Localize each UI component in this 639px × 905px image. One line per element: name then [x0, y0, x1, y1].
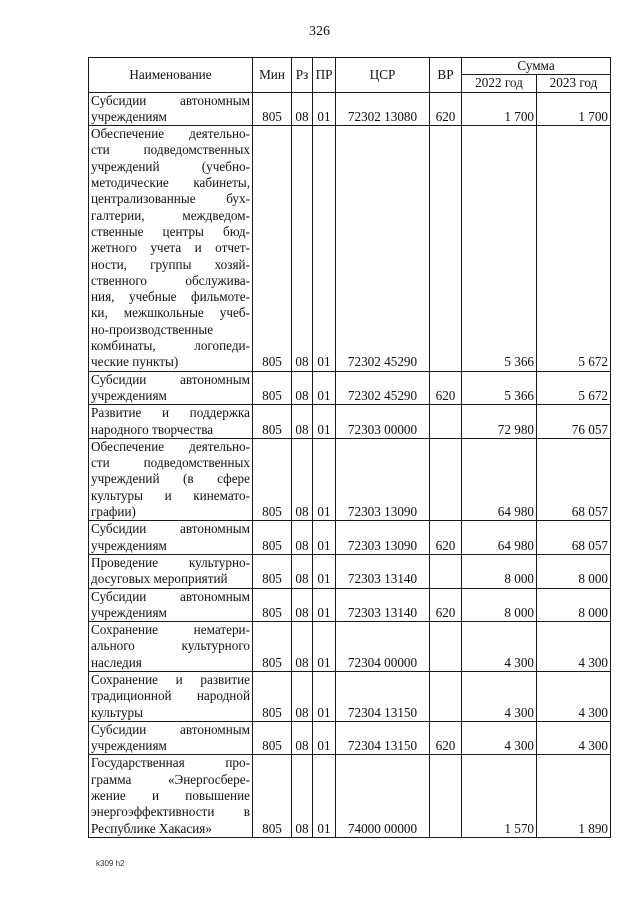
- row-sum-2022: 4 300: [462, 622, 537, 672]
- row-min: 805: [253, 371, 292, 405]
- row-csr: 72302 45290: [336, 126, 430, 371]
- row-sum-2022: 64 980: [462, 438, 537, 520]
- row-min: 805: [253, 521, 292, 555]
- row-name-line: энергоэффективности в: [91, 804, 250, 820]
- row-min: 805: [253, 554, 292, 588]
- row-csr: 72303 00000: [336, 405, 430, 439]
- row-name: [89, 126, 253, 371]
- row-name-line: Республике Хакасия»: [91, 820, 212, 836]
- row-name-line: ального культурного: [91, 638, 250, 654]
- row-name-line: сти подведомственных: [91, 142, 250, 158]
- row-csr: 72304 00000: [336, 622, 430, 672]
- row-name-line: учреждениям: [91, 387, 167, 403]
- row-vr: [430, 622, 462, 672]
- row-name: [89, 371, 253, 405]
- row-name-line: ственные центры бюд-: [91, 223, 250, 239]
- header-min: Мин: [253, 58, 292, 93]
- row-min: 805: [253, 755, 292, 837]
- row-pr: 01: [313, 126, 336, 371]
- row-csr: 72303 13140: [336, 588, 430, 622]
- row-pr: 01: [313, 671, 336, 721]
- row-name-line: учреждениям: [91, 604, 167, 620]
- row-sum-2023: 5 672: [537, 371, 611, 405]
- row-csr: 74000 00000: [336, 755, 430, 837]
- row-name-line: учреждениям: [91, 108, 167, 124]
- row-vr: [430, 671, 462, 721]
- row-name-line: ственного обслужива-: [91, 272, 250, 288]
- table-row: [89, 671, 611, 721]
- table-row: [89, 521, 611, 555]
- row-name-line: Субсидии автономным: [91, 92, 250, 108]
- row-name: [89, 671, 253, 721]
- row-pr: 01: [313, 92, 336, 126]
- row-name-line: централизованные бух-: [91, 191, 250, 207]
- row-name-line: комбинаты, логопеди-: [91, 338, 250, 354]
- row-rz: 08: [292, 671, 313, 721]
- table-row: [89, 126, 611, 371]
- row-sum-2023: 8 000: [537, 588, 611, 622]
- header-rz: Рз: [292, 58, 313, 93]
- header-year-2023: 2023 год: [537, 75, 611, 92]
- row-name: [89, 438, 253, 520]
- row-name-line: сти подведомственных: [91, 455, 250, 471]
- row-name-line: Обеспечение деятельно-: [91, 126, 250, 142]
- row-vr: [430, 755, 462, 837]
- row-name-line: наследия: [91, 654, 142, 670]
- row-csr: 72304 13150: [336, 721, 430, 755]
- row-min: 805: [253, 405, 292, 439]
- budget-table: [88, 57, 611, 838]
- row-name-line: Проведение культурно-: [91, 554, 250, 570]
- row-name-line: Сохранение и развитие: [91, 671, 250, 687]
- row-name-line: галтерии, междведом-: [91, 207, 250, 223]
- row-rz: 08: [292, 721, 313, 755]
- row-name-line: графии): [91, 504, 136, 520]
- row-rz: 08: [292, 405, 313, 439]
- row-name-line: Субсидии автономным: [91, 371, 250, 387]
- row-name-line: Государственная про-: [91, 755, 250, 771]
- page-number: 326: [309, 24, 330, 39]
- row-name-line: ки, межшкольные учеб-: [91, 305, 250, 321]
- header-pr: ПР: [313, 58, 336, 93]
- row-min: 805: [253, 92, 292, 126]
- row-sum-2022: 64 980: [462, 521, 537, 555]
- row-sum-2023: 4 300: [537, 721, 611, 755]
- row-pr: 01: [313, 371, 336, 405]
- header-csr: ЦСР: [336, 58, 430, 93]
- row-rz: 08: [292, 755, 313, 837]
- row-sum-2023: 68 057: [537, 521, 611, 555]
- row-name: [89, 622, 253, 672]
- row-csr: 72302 45290: [336, 371, 430, 405]
- row-min: 805: [253, 588, 292, 622]
- header-year-2022: 2022 год: [462, 75, 537, 92]
- row-rz: 08: [292, 126, 313, 371]
- row-rz: 08: [292, 588, 313, 622]
- row-sum-2023: 68 057: [537, 438, 611, 520]
- row-name-line: учреждениям: [91, 537, 167, 553]
- row-name: [89, 92, 253, 126]
- row-name-line: методические кабинеты,: [91, 175, 250, 191]
- table-row: [89, 92, 611, 126]
- row-name-line: культуры и кинемато-: [91, 487, 250, 503]
- row-vr: [430, 405, 462, 439]
- row-csr: 72303 13090: [336, 438, 430, 520]
- footer-code: k309 h2: [96, 859, 125, 868]
- row-name-line: жение и повышение: [91, 788, 250, 804]
- row-rz: 08: [292, 622, 313, 672]
- row-name: [89, 521, 253, 555]
- row-name: [89, 721, 253, 755]
- row-sum-2022: 1 700: [462, 92, 537, 126]
- row-sum-2022: 4 300: [462, 671, 537, 721]
- table-row: [89, 371, 611, 405]
- row-rz: 08: [292, 92, 313, 126]
- row-name-line: народного творчества: [91, 421, 214, 437]
- row-pr: 01: [313, 588, 336, 622]
- table-header: [89, 58, 611, 93]
- row-name: [89, 554, 253, 588]
- row-name-line: учреждениям: [91, 738, 167, 754]
- table-row: [89, 554, 611, 588]
- row-vr: 620: [430, 588, 462, 622]
- row-vr: [430, 554, 462, 588]
- row-sum-2023: 1 890: [537, 755, 611, 837]
- row-vr: [430, 438, 462, 520]
- row-sum-2023: 76 057: [537, 405, 611, 439]
- row-sum-2022: 5 366: [462, 371, 537, 405]
- row-vr: [430, 126, 462, 371]
- row-sum-2022: 1 570: [462, 755, 537, 837]
- table-row: [89, 622, 611, 672]
- row-rz: 08: [292, 438, 313, 520]
- table-body: [89, 92, 611, 837]
- row-rz: 08: [292, 371, 313, 405]
- table-row: [89, 405, 611, 439]
- row-name: [89, 405, 253, 439]
- row-name-line: традиционной народной: [91, 688, 250, 704]
- row-name-line: Обеспечение деятельно-: [91, 438, 250, 454]
- row-name-line: культуры: [91, 704, 143, 720]
- row-vr: 620: [430, 371, 462, 405]
- row-name: [89, 755, 253, 837]
- header-sum: Сумма: [462, 58, 611, 75]
- header-vr: ВР: [430, 58, 462, 93]
- table-row: [89, 755, 611, 837]
- row-csr: 72304 13150: [336, 671, 430, 721]
- row-sum-2023: 4 300: [537, 671, 611, 721]
- row-name-line: Субсидии автономным: [91, 721, 250, 737]
- row-name-line: учреждений (учебно-: [91, 158, 250, 174]
- row-sum-2023: 8 000: [537, 554, 611, 588]
- row-name-line: досуговых мероприятий: [91, 571, 228, 587]
- row-name-line: но-производственные: [91, 321, 214, 337]
- row-name-line: Развитие и поддержка: [91, 405, 250, 421]
- row-name-line: грамма «Энергосбере-: [91, 771, 250, 787]
- row-csr: 72303 13090: [336, 521, 430, 555]
- row-pr: 01: [313, 521, 336, 555]
- table-row: [89, 588, 611, 622]
- row-name: [89, 588, 253, 622]
- row-min: 805: [253, 721, 292, 755]
- row-min: 805: [253, 671, 292, 721]
- row-name-line: ния, учебные фильмоте-: [91, 289, 250, 305]
- row-pr: 01: [313, 755, 336, 837]
- row-name-line: жетного учета и отчет-: [91, 240, 250, 256]
- header-name: Наименование: [89, 58, 253, 93]
- table-row: [89, 721, 611, 755]
- row-name-line: ческие пункты): [91, 354, 179, 370]
- row-pr: 01: [313, 554, 336, 588]
- row-sum-2022: 4 300: [462, 721, 537, 755]
- row-csr: 72302 13080: [336, 92, 430, 126]
- table-row: [89, 438, 611, 520]
- row-sum-2022: 5 366: [462, 126, 537, 371]
- row-min: 805: [253, 622, 292, 672]
- row-pr: 01: [313, 405, 336, 439]
- row-sum-2023: 4 300: [537, 622, 611, 672]
- row-sum-2023: 1 700: [537, 92, 611, 126]
- row-min: 805: [253, 438, 292, 520]
- row-name-line: Сохранение нематери-: [91, 622, 250, 638]
- row-vr: 620: [430, 92, 462, 126]
- row-name-line: ности, группы хозяй-: [91, 256, 250, 272]
- row-rz: 08: [292, 521, 313, 555]
- row-vr: 620: [430, 521, 462, 555]
- row-sum-2022: 8 000: [462, 588, 537, 622]
- row-min: 805: [253, 126, 292, 371]
- row-name-line: Субсидии автономным: [91, 588, 250, 604]
- row-pr: 01: [313, 622, 336, 672]
- row-vr: 620: [430, 721, 462, 755]
- row-sum-2022: 72 980: [462, 405, 537, 439]
- row-name-line: Субсидии автономным: [91, 521, 250, 537]
- row-name-line: учреждений (в сфере: [91, 471, 250, 487]
- row-pr: 01: [313, 438, 336, 520]
- row-sum-2022: 8 000: [462, 554, 537, 588]
- row-sum-2023: 5 672: [537, 126, 611, 371]
- row-rz: 08: [292, 554, 313, 588]
- row-csr: 72303 13140: [336, 554, 430, 588]
- row-pr: 01: [313, 721, 336, 755]
